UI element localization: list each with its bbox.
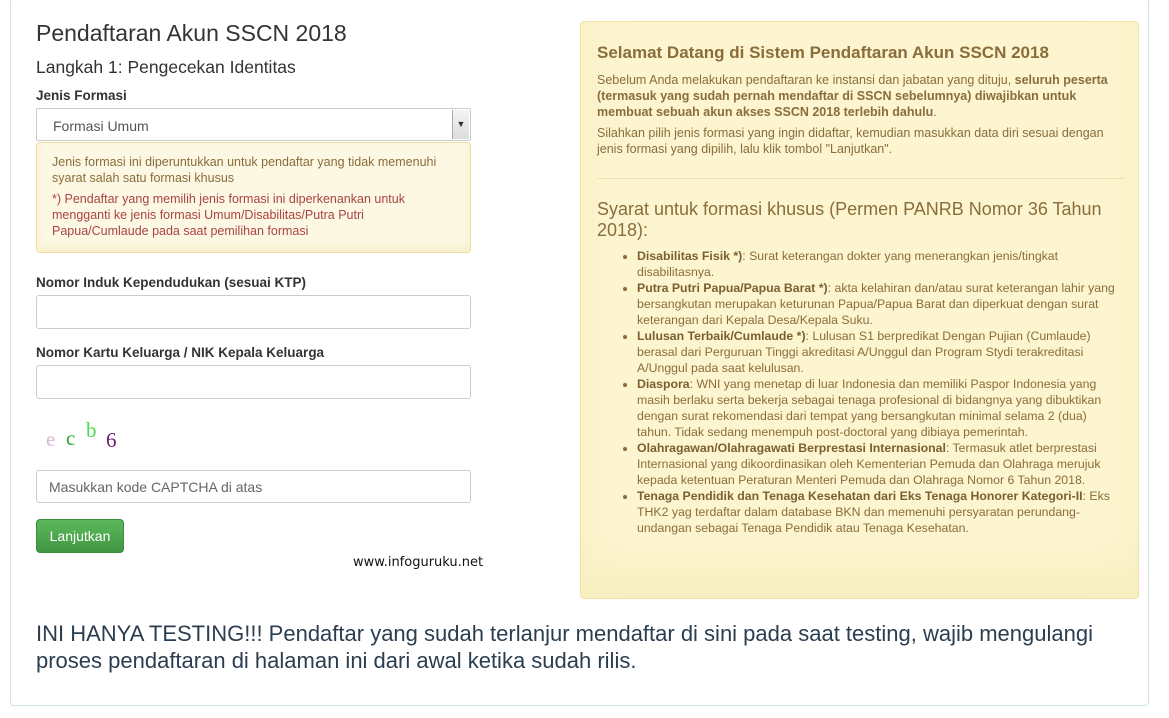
- page-title: Pendaftaran Akun SSCN 2018: [36, 20, 347, 46]
- nik-input[interactable]: [36, 295, 471, 329]
- requirement-desc: : akta kelahiran dan/atau surat keterangan lahir yang bersangkutan merupakan keturunan Papua/Papua Barat dan diperkuat dengan surat keterangan dari Kepala Desa/Kepala Suku.: [637, 281, 1115, 327]
- welcome-title: Selamat Datang di Sistem Pendaftaran Akun SSCN 2018: [597, 43, 1049, 62]
- welcome-intro-bold: seluruh peserta (termasuk yang sudah pernah mendaftar di SSCN sebelumnya) diwajibkan untuk membuat sebuah akun akses SSCN 2018 terlebih dahulu: [597, 73, 1108, 119]
- requirements-list: [637, 248, 1124, 536]
- list-item: [637, 376, 1124, 440]
- requirement-term: Disabilitas Fisik *): [637, 249, 743, 263]
- formasi-info-note: *) Pendaftar yang memilih jenis formasi ini diperkenankan untuk mengganti ke jenis formasi Umum/Disabilitas/Putra Putri Papua/Cumlaude pada saat pemilihan formasi: [52, 192, 405, 238]
- captcha-char: b: [86, 418, 97, 442]
- captcha-char: c: [66, 426, 76, 450]
- requirement-desc: : WNI yang menetap di luar Indonesia dan memiliki Paspor Indonesia yang masih berlaku serta bekerja sebagai tenaga profesional di bidangnya yang dibuktikan dengan surat rekomendasi dari tempat yang bersangkutan minimal selama 2 (dua) tahun. Tidak sedang menempuh post-doctoral yang dibiaya pemerintah.: [637, 377, 1102, 439]
- jenis-formasi-label: Jenis Formasi: [36, 88, 127, 103]
- lanjutkan-button[interactable]: Lanjutkan: [36, 519, 124, 553]
- jenis-formasi-select[interactable]: [36, 108, 471, 141]
- captcha-char: e: [46, 427, 56, 451]
- requirement-term: Tenaga Pendidik dan Tenaga Kesehatan dari Eks Tenaga Honorer Kategori-II: [637, 489, 1083, 503]
- step-subtitle: Langkah 1: Pengecekan Identitas: [36, 57, 296, 77]
- requirement-term: Putra Putri Papua/Papua Barat *): [637, 281, 828, 295]
- kk-label: Nomor Kartu Keluarga / NIK Kepala Keluarga: [36, 345, 325, 360]
- requirement-term: Lulusan Terbaik/Cumlaude *): [637, 329, 806, 343]
- requirement-desc: : Lulusan S1 berpredikat Dengan Pujian (Cumlaude) berasal dari Perguruan Tinggi akreditasi A/Unggul dan Program Stydi terakreditasi A/Unggul pada saat kelulusan.: [637, 329, 1091, 375]
- requirements-heading: Syarat untuk formasi khusus (Permen PANRB Nomor 36 Tahun 2018):: [597, 199, 1102, 240]
- formasi-info-box: [36, 142, 471, 253]
- welcome-intro-end: .: [933, 105, 937, 119]
- nik-label: Nomor Induk Kependudukan (sesuai KTP): [36, 275, 307, 290]
- welcome-instruction: Silahkan pilih jenis formasi yang ingin didaftar, kemudian masukkan data diri sesuai dengan jenis formasi yang dipilih, lalu klik tombol "Lanjutkan".: [597, 126, 1104, 156]
- panel-divider: [597, 178, 1124, 179]
- list-item: [637, 440, 1124, 488]
- testing-notice: INI HANYA TESTING!!! Pendaftar yang sudah terlanjur mendaftar di sini pada saat testing, wajib mengulangi proses pendaftaran di halaman ini dari awal ketika sudah rilis.: [36, 621, 1093, 673]
- list-item: [637, 248, 1124, 280]
- watermark-text: www.infoguruku.net: [353, 555, 484, 570]
- requirement-desc: : Eks THK2 yag terdaftar dalam database BKN dan memenuhi persyaratan perundang-undangan sebagai Tenaga Pendidik atau Tenaga Kesehatan.: [637, 489, 1110, 535]
- requirement-term: Olahragawan/Olahragawati Berprestasi Internasional: [637, 441, 946, 455]
- jenis-formasi-selected-value: Formasi Umum: [53, 118, 149, 134]
- captcha-input[interactable]: [36, 470, 471, 503]
- requirement-desc: : Termasuk atlet berprestasi Internasional yang dikoordinasikan oleh Kementerian Pemuda dan Olahraga merujuk kepada ketentuan Peraturan Menteri Pemuda dan Olahraga Nomor 6 Tahun 2018.: [637, 441, 1101, 487]
- kk-input[interactable]: [36, 365, 471, 399]
- list-item: [637, 280, 1124, 328]
- requirement-term: Diaspora: [637, 377, 690, 391]
- welcome-panel: [580, 21, 1139, 599]
- chevron-down-icon[interactable]: ▼: [452, 110, 469, 139]
- welcome-intro-text: Sebelum Anda melakukan pendaftaran ke instansi dan jabatan yang dituju,: [597, 73, 1015, 87]
- list-item: [637, 328, 1124, 376]
- list-item: [637, 488, 1124, 536]
- captcha-char: 6: [106, 428, 117, 452]
- requirement-desc: : Surat keterangan dokter yang menerangkan jenis/tingkat disabilitasnya.: [637, 249, 1059, 279]
- welcome-intro: [597, 72, 1124, 120]
- formasi-info-text: Jenis formasi ini diperuntukkan untuk pendaftar yang tidak memenuhi syarat salah satu formasi khusus: [52, 155, 437, 185]
- captcha-image: [40, 412, 140, 452]
